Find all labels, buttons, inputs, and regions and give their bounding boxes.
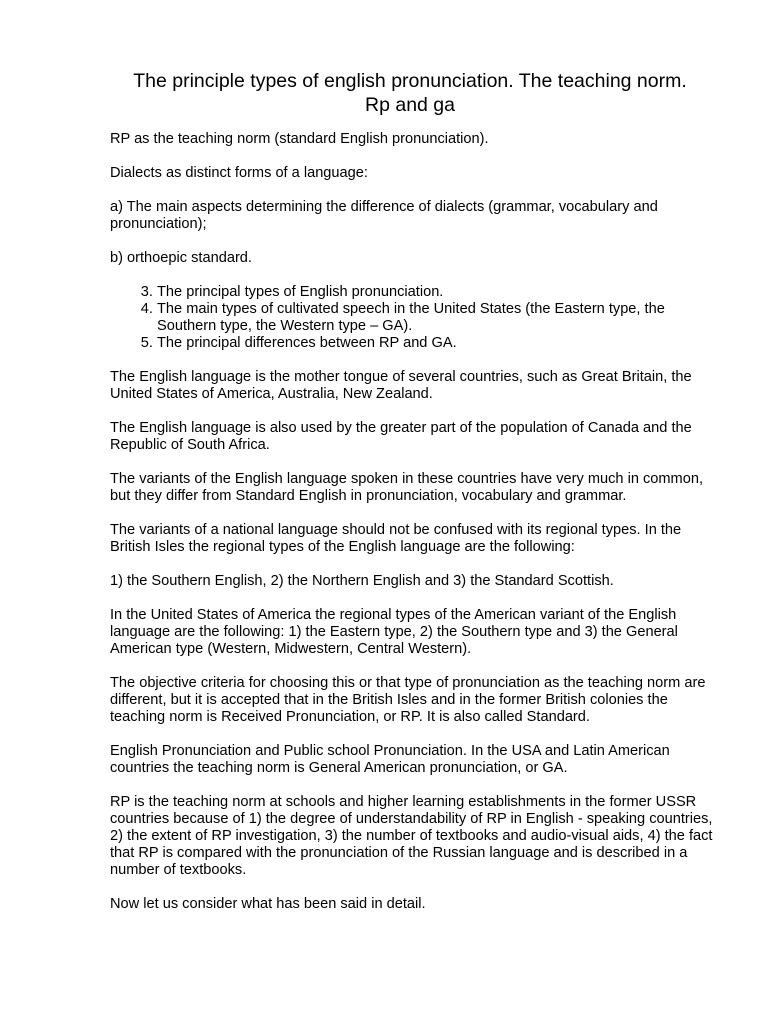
paragraph: 1) the Southern English, 2) the Northern English and 3) the Standard Scottish.: [110, 573, 614, 589]
list-item: 5. The principal differences between RP and GA.: [157, 335, 720, 352]
paragraph: English Pronunciation and Public school Pronunciation. In the USA and Latin American countries the teaching norm is General American pronunciation, or GA.: [110, 743, 670, 776]
paragraph: Dialects as distinct forms of a language:: [110, 165, 368, 181]
paragraph: Now let us consider what has been said in detail.: [110, 896, 426, 912]
document-title: The principle types of english pronunciation. The teaching norm. Rp and ga: [133, 70, 687, 116]
list-item: 4. The main types of cultivated speech in the United States (the Eastern type, the Southern type, the Western type – GA).: [157, 301, 720, 335]
paragraph: The variants of the English language spoken in these countries have very much in common, but they differ from Standard English in pronunciation, vocabulary and grammar.: [110, 471, 703, 504]
paragraph: In the United States of America the regional types of the American variant of the English language are the following: 1) the Eastern type, 2) the Southern type and 3) the General American type (Western, Midwestern, Central Western).: [110, 607, 678, 657]
paragraph: a) The main aspects determining the difference of dialects (grammar, vocabulary and pronunciation);: [110, 199, 658, 232]
paragraph: The variants of a national language should not be confused with its regional types. In the British Isles the regional types of the English language are the following:: [110, 522, 682, 555]
document-body: [110, 131, 720, 930]
paragraph: The English language is also used by the greater part of the population of Canada and the Republic of South Africa.: [110, 420, 692, 453]
paragraph: RP as the teaching norm (standard English pronunciation).: [110, 131, 489, 147]
paragraph: b) orthoepic standard.: [110, 250, 252, 266]
list-item: 3. The principal types of English pronunciation.: [157, 284, 720, 301]
paragraph: The English language is the mother tongue of several countries, such as Great Britain, the United States of America, Australia, New Zealand.: [110, 369, 692, 402]
paragraph: The objective criteria for choosing this or that type of pronunciation as the teaching norm are different, but it is accepted that in the British Isles and in the former British colonies the teaching norm is Received Pronunciation, or RP. It is also called Standard.: [110, 675, 706, 725]
numbered-list: [110, 284, 720, 352]
paragraph: RP is the teaching norm at schools and higher learning establishments in the former USSR countries because of 1) the degree of understandability of RP in English - speaking countries, 2) the extent of RP investigation, 3) the number of textbooks and audio-visual aids, 4) the fact that RP is compared with the pronunciation of the Russian language and is described in a number of textbooks.: [110, 794, 713, 878]
